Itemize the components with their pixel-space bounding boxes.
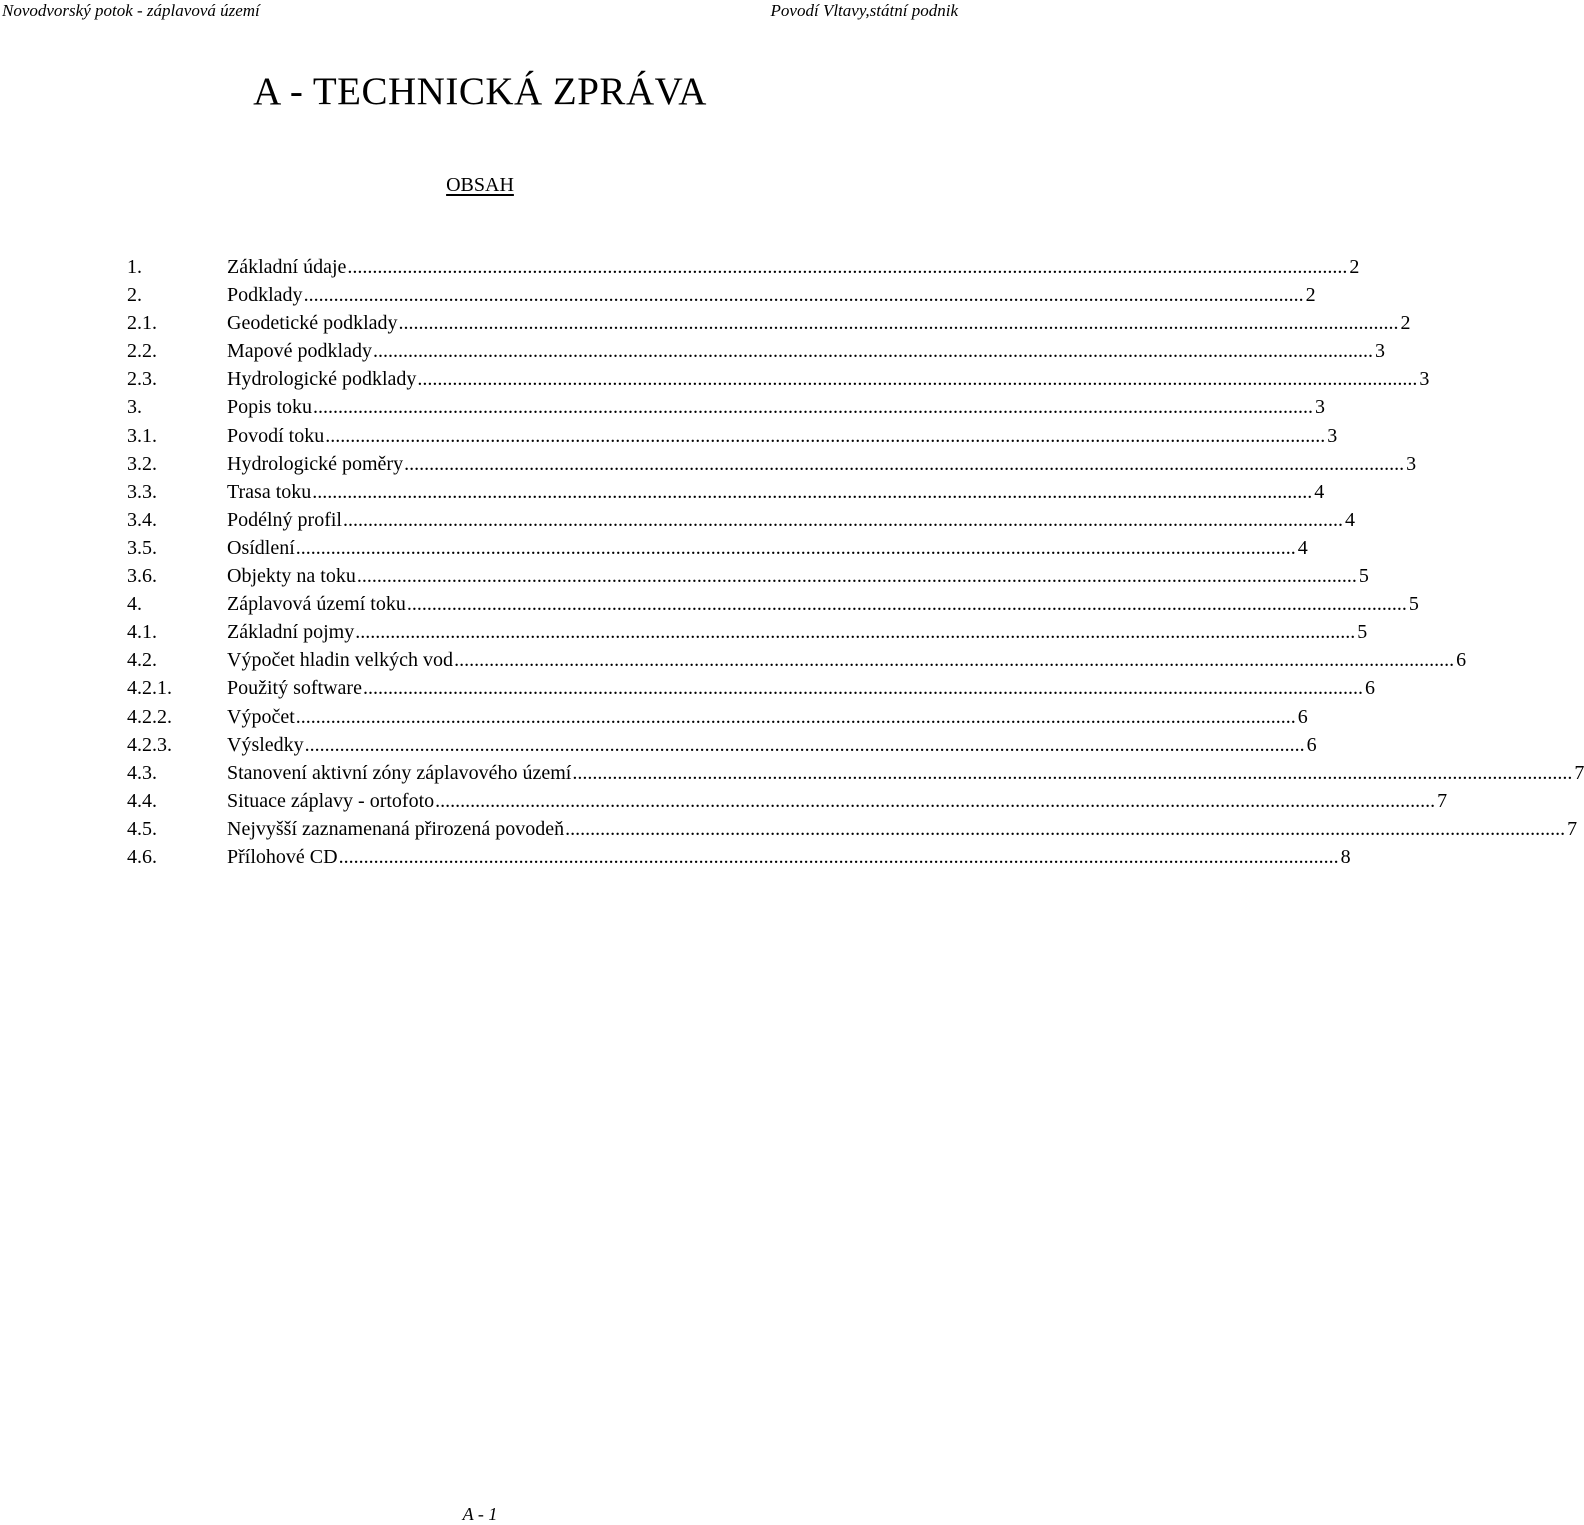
toc-entry[interactable] xyxy=(127,506,1355,534)
toc-entry-number: 4.3. xyxy=(127,761,157,784)
toc-dot-leader: ........................................................................................................................................................................................................ xyxy=(572,761,1573,784)
toc-entry[interactable] xyxy=(127,534,1308,562)
toc-entry-page: 3 xyxy=(1374,340,1385,363)
toc-entry-title: Popis toku xyxy=(227,396,313,419)
toc-entry[interactable] xyxy=(127,618,1368,646)
toc-entry-title: Hydrologické poměry xyxy=(227,452,404,475)
toc-dot-leader: ........................................................................................................................................................................................................ xyxy=(312,480,1313,503)
toc-entry-number: 4. xyxy=(127,593,142,616)
toc-entry[interactable] xyxy=(127,422,1338,450)
toc-entry-title: Použitý software xyxy=(227,677,362,700)
toc-dot-leader: ........................................................................................................................................................................................................ xyxy=(404,452,1405,475)
page-header xyxy=(0,0,960,24)
toc-dot-leader: ........................................................................................................................................................................................................ xyxy=(398,312,1399,335)
toc-entry-number: 4.5. xyxy=(127,817,157,840)
toc-entry-number: 3.2. xyxy=(127,452,157,475)
toc-entry-number: 4.4. xyxy=(127,789,157,812)
toc-entry-page: 7 xyxy=(1437,789,1448,812)
toc-dot-leader: ........................................................................................................................................................................................................ xyxy=(356,565,1357,588)
toc-entry-page: 2 xyxy=(1400,312,1411,335)
toc-entry[interactable] xyxy=(127,281,1316,309)
toc-entry[interactable] xyxy=(127,787,1448,815)
toc-entry-page: 2 xyxy=(1349,256,1360,278)
toc-entry-title: Situace záplavy - ortofoto xyxy=(227,789,435,812)
toc-entry-title: Výpočet hladin velkých vod xyxy=(227,649,454,672)
toc-entry-title: Přílohové CD xyxy=(227,845,338,868)
toc-entry[interactable] xyxy=(127,393,1326,421)
toc-heading xyxy=(0,172,960,198)
toc-entry-title: Objekty na toku xyxy=(227,565,356,588)
toc-entry-page: 3 xyxy=(1406,452,1417,475)
toc-dot-leader: ........................................................................................................................................................................................................ xyxy=(304,733,1305,756)
toc-entry-page: 6 xyxy=(1306,733,1317,756)
toc-entry-number: 1. xyxy=(127,256,142,278)
toc-entry-page: 7 xyxy=(1574,761,1584,784)
toc-entry[interactable] xyxy=(127,365,1430,393)
page-footer xyxy=(0,1503,960,1525)
toc-entry[interactable] xyxy=(127,674,1375,702)
toc-entry[interactable] xyxy=(127,590,1419,618)
toc-dot-leader: ........................................................................................................................................................................................................ xyxy=(347,256,1348,278)
toc-entry-page: 3 xyxy=(1315,396,1326,419)
toc-entry-number: 4.2.2. xyxy=(127,705,172,728)
toc-entry-page: 8 xyxy=(1340,845,1351,868)
toc-entry-title: Záplavová území toku xyxy=(227,593,406,616)
toc-entry-title: Podélný profil xyxy=(227,508,342,531)
toc-entry-page: 5 xyxy=(1408,593,1419,616)
toc-dot-leader: ........................................................................................................................................................................................................ xyxy=(565,817,1566,840)
toc-entry[interactable] xyxy=(127,450,1417,478)
toc-dot-leader: ........................................................................................................................................................................................................ xyxy=(406,593,1407,616)
toc-entry[interactable] xyxy=(127,309,1411,337)
toc-entry-page: 4 xyxy=(1297,536,1308,559)
toc-entry[interactable] xyxy=(127,646,1467,674)
toc-dot-leader: ........................................................................................................................................................................................................ xyxy=(338,845,1339,868)
toc-entry-page: 2 xyxy=(1305,284,1316,307)
toc-heading-text: OBSAH xyxy=(446,174,514,196)
toc-entry-title: Výsledky xyxy=(227,733,304,756)
toc-entry-number: 3.6. xyxy=(127,565,157,588)
toc-entry-title: Geodetické podklady xyxy=(227,312,398,335)
toc-entry-number: 2. xyxy=(127,284,142,307)
toc-dot-leader: ........................................................................................................................................................................................................ xyxy=(313,396,1314,419)
toc-entry-title: Stanovení aktivní zóny záplavového území xyxy=(227,761,572,784)
toc-dot-leader: ........................................................................................................................................................................................................ xyxy=(372,340,1373,363)
toc-entry-number: 2.2. xyxy=(127,340,157,363)
toc-entry-page: 3 xyxy=(1419,368,1430,391)
toc-entry-page: 3 xyxy=(1327,424,1338,447)
toc-entry-number: 4.2. xyxy=(127,649,157,672)
toc-entry-number: 3.4. xyxy=(127,508,157,531)
document-title: A - TECHNICKÁ ZPRÁVA xyxy=(253,70,707,113)
toc-entry-page: 5 xyxy=(1357,621,1368,644)
header-project-title: Novodvorský potok - záplavová území xyxy=(2,1,260,20)
toc-entry-title: Nejvyšší zaznamenaná přirozená povodeň xyxy=(227,817,565,840)
toc-entry-title: Základní pojmy xyxy=(227,621,355,644)
toc-dot-leader: ........................................................................................................................................................................................................ xyxy=(325,424,1326,447)
toc-entry-number: 3.3. xyxy=(127,480,157,503)
toc-entry-number: 2.1. xyxy=(127,312,157,335)
toc-entry-number: 3.1. xyxy=(127,424,157,447)
toc-entry-page: 6 xyxy=(1456,649,1467,672)
toc-entry-number: 3. xyxy=(127,396,142,419)
toc-entry[interactable] xyxy=(127,253,1360,281)
toc-entry-page: 4 xyxy=(1345,508,1355,531)
toc-entry-title: Výpočet xyxy=(227,705,295,728)
toc-dot-leader: ........................................................................................................................................................................................................ xyxy=(343,508,1343,531)
toc-dot-leader: ........................................................................................................................................................................................................ xyxy=(454,649,1455,672)
toc-entry-title: Podklady xyxy=(227,284,303,307)
page-number-label: A - 1 xyxy=(462,1504,498,1524)
toc-dot-leader: ........................................................................................................................................................................................................ xyxy=(362,677,1363,700)
toc-entry[interactable] xyxy=(127,478,1325,506)
table-of-contents xyxy=(127,253,1584,871)
toc-entry-number: 4.1. xyxy=(127,621,157,644)
toc-entry-number: 4.2.3. xyxy=(127,733,172,756)
toc-entry-page: 6 xyxy=(1297,705,1308,728)
toc-entry[interactable] xyxy=(127,815,1578,843)
toc-entry-title: Povodí toku xyxy=(227,424,325,447)
toc-entry-title: Hydrologické podklady xyxy=(227,368,417,391)
toc-dot-leader: ........................................................................................................................................................................................................ xyxy=(303,284,1304,307)
toc-dot-leader: ........................................................................................................................................................................................................ xyxy=(417,368,1418,391)
toc-entry-number: 2.3. xyxy=(127,368,157,391)
toc-dot-leader: ........................................................................................................................................................................................................ xyxy=(435,789,1436,812)
toc-dot-leader: ........................................................................................................................................................................................................ xyxy=(295,536,1296,559)
toc-dot-leader: ........................................................................................................................................................................................................ xyxy=(295,705,1296,728)
toc-entry-number: 4.2.1. xyxy=(127,677,172,700)
toc-entry-page: 7 xyxy=(1567,817,1578,840)
toc-entry[interactable] xyxy=(127,337,1385,365)
toc-entry-title: Osídlení xyxy=(227,536,295,559)
toc-entry[interactable] xyxy=(127,759,1584,787)
toc-entry[interactable] xyxy=(127,843,1351,871)
toc-entry-page: 6 xyxy=(1364,677,1375,700)
toc-entry-title: Základní údaje xyxy=(227,256,347,278)
toc-entry-title: Trasa toku xyxy=(227,480,312,503)
toc-entry-number: 4.6. xyxy=(127,845,157,868)
header-organization: Povodí Vltavy,státní podnik xyxy=(770,1,958,20)
toc-entry[interactable] xyxy=(127,562,1369,590)
toc-dot-leader: ........................................................................................................................................................................................................ xyxy=(355,621,1356,644)
toc-entry[interactable] xyxy=(127,703,1308,731)
toc-entry-page: 5 xyxy=(1358,565,1369,588)
toc-entry-title: Mapové podklady xyxy=(227,340,372,363)
toc-entry-number: 3.5. xyxy=(127,536,157,559)
toc-entry-page: 4 xyxy=(1314,480,1325,503)
toc-entry[interactable] xyxy=(127,731,1317,759)
